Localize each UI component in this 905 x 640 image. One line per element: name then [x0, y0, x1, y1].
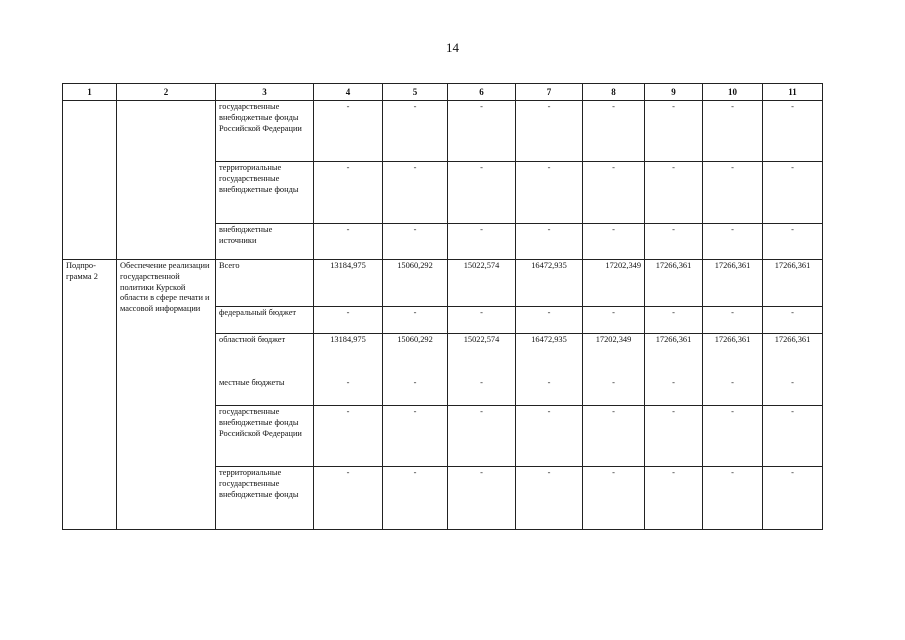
col-header-4: 4 — [314, 84, 383, 101]
source-label: территориальные государственные внебюджетные фонды — [216, 162, 314, 224]
value-cell: - — [516, 224, 583, 260]
value-cell-pair — [516, 334, 583, 406]
value-cell: - — [383, 101, 448, 162]
value-cell: - — [383, 307, 448, 334]
value-cell-pair — [645, 334, 703, 406]
value-cell: - — [763, 162, 823, 224]
subprogram-title: Обеспечение реализации государственной политики Курской области в сфере печати и массовой информации — [117, 260, 216, 530]
value-cell: - — [612, 377, 615, 387]
value-cell: - — [383, 406, 448, 467]
value-cell-pair — [314, 334, 383, 406]
col-header-3: 3 — [216, 84, 314, 101]
value-cell: 17266,361 — [763, 260, 823, 307]
value-cell: - — [448, 162, 516, 224]
value-cell: - — [645, 307, 703, 334]
source-label: территориальные государственные внебюджетные фонды — [216, 467, 314, 530]
value-cell: - — [480, 377, 483, 387]
value-cell: - — [448, 467, 516, 530]
value-cell: - — [314, 467, 383, 530]
col-header-2: 2 — [117, 84, 216, 101]
value-cell: - — [516, 467, 583, 530]
value-cell: 13184,975 — [330, 335, 366, 344]
value-cell: - — [583, 101, 645, 162]
value-cell: - — [314, 307, 383, 334]
value-cell: 17266,361 — [645, 260, 703, 307]
value-cell: 17202,349 — [583, 260, 645, 307]
col-header-10: 10 — [703, 84, 763, 101]
col-header-5: 5 — [383, 84, 448, 101]
table-row — [63, 101, 823, 162]
value-cell: - — [314, 162, 383, 224]
value-cell-pair — [763, 334, 823, 406]
value-cell: - — [763, 101, 823, 162]
col-header-6: 6 — [448, 84, 516, 101]
value-cell: - — [583, 467, 645, 530]
value-cell: - — [645, 467, 703, 530]
value-cell: - — [583, 224, 645, 260]
value-cell: 17266,361 — [655, 335, 692, 344]
value-cell: 15022,574 — [463, 335, 500, 344]
col-header-8: 8 — [583, 84, 645, 101]
value-cell: - — [672, 377, 675, 387]
value-cell: 17266,361 — [714, 335, 751, 344]
value-cell: 15022,574 — [448, 260, 516, 307]
value-cell: 16472,935 — [516, 260, 583, 307]
value-cell: - — [645, 224, 703, 260]
col-header-1: 1 — [63, 84, 117, 101]
source-label-pair — [216, 334, 314, 406]
col-header-9: 9 — [645, 84, 703, 101]
value-cell: 16472,935 — [531, 335, 567, 344]
value-cell: - — [314, 406, 383, 467]
value-cell: - — [413, 377, 417, 387]
source-label: государственные внебюджетные фонды Российской Федерации — [216, 101, 314, 162]
value-cell: - — [448, 224, 516, 260]
value-cell: - — [703, 101, 763, 162]
value-cell: - — [583, 307, 645, 334]
value-cell: - — [763, 467, 823, 530]
value-cell: - — [645, 162, 703, 224]
value-cell: - — [383, 162, 448, 224]
value-cell: - — [583, 162, 645, 224]
source-label: местные бюджеты — [219, 377, 285, 387]
value-cell: - — [703, 467, 763, 530]
value-cell-pair — [383, 334, 448, 406]
value-cell: - — [703, 406, 763, 467]
value-cell: - — [448, 406, 516, 467]
value-cell-pair — [703, 334, 763, 406]
budget-table — [62, 83, 823, 530]
value-cell: 17202,349 — [595, 335, 632, 344]
source-label: внебюджетные источники — [216, 224, 314, 260]
value-cell: - — [731, 377, 734, 387]
table-row — [63, 260, 823, 307]
value-cell: 15060,292 — [397, 335, 433, 344]
value-cell: - — [383, 224, 448, 260]
empty-cell — [63, 101, 117, 260]
value-cell: - — [314, 224, 383, 260]
value-cell-pair — [583, 334, 645, 406]
source-label: государственные внебюджетные фонды Российской Федерации — [216, 406, 314, 467]
subprogram-code: Подпро-грамма 2 — [63, 260, 117, 530]
source-label: федеральный бюджет — [216, 307, 314, 334]
value-cell: 15060,292 — [383, 260, 448, 307]
page-number: 14 — [446, 40, 459, 55]
value-cell: - — [645, 101, 703, 162]
value-cell: 17266,361 — [703, 260, 763, 307]
value-cell: - — [448, 101, 516, 162]
value-cell: 17266,361 — [774, 335, 811, 344]
col-header-11: 11 — [763, 84, 823, 101]
value-cell: - — [703, 224, 763, 260]
value-cell: - — [346, 377, 350, 387]
value-cell: 13184,975 — [314, 260, 383, 307]
value-cell: - — [516, 307, 583, 334]
value-cell: - — [763, 224, 823, 260]
value-cell: - — [448, 307, 516, 334]
value-cell: - — [383, 467, 448, 530]
value-cell: - — [547, 377, 551, 387]
header-row — [63, 84, 823, 101]
value-cell: - — [516, 406, 583, 467]
col-header-7: 7 — [516, 84, 583, 101]
source-label: областной бюджет — [219, 335, 286, 344]
value-cell: - — [703, 307, 763, 334]
value-cell: - — [314, 101, 383, 162]
value-cell: - — [516, 101, 583, 162]
value-cell: - — [791, 377, 794, 387]
value-cell: - — [645, 406, 703, 467]
value-cell: - — [763, 406, 823, 467]
value-cell: - — [516, 162, 583, 224]
value-cell: - — [583, 406, 645, 467]
value-cell-pair — [448, 334, 516, 406]
value-cell: - — [763, 307, 823, 334]
value-cell: - — [703, 162, 763, 224]
empty-cell — [117, 101, 216, 260]
source-label: Всего — [216, 260, 314, 307]
